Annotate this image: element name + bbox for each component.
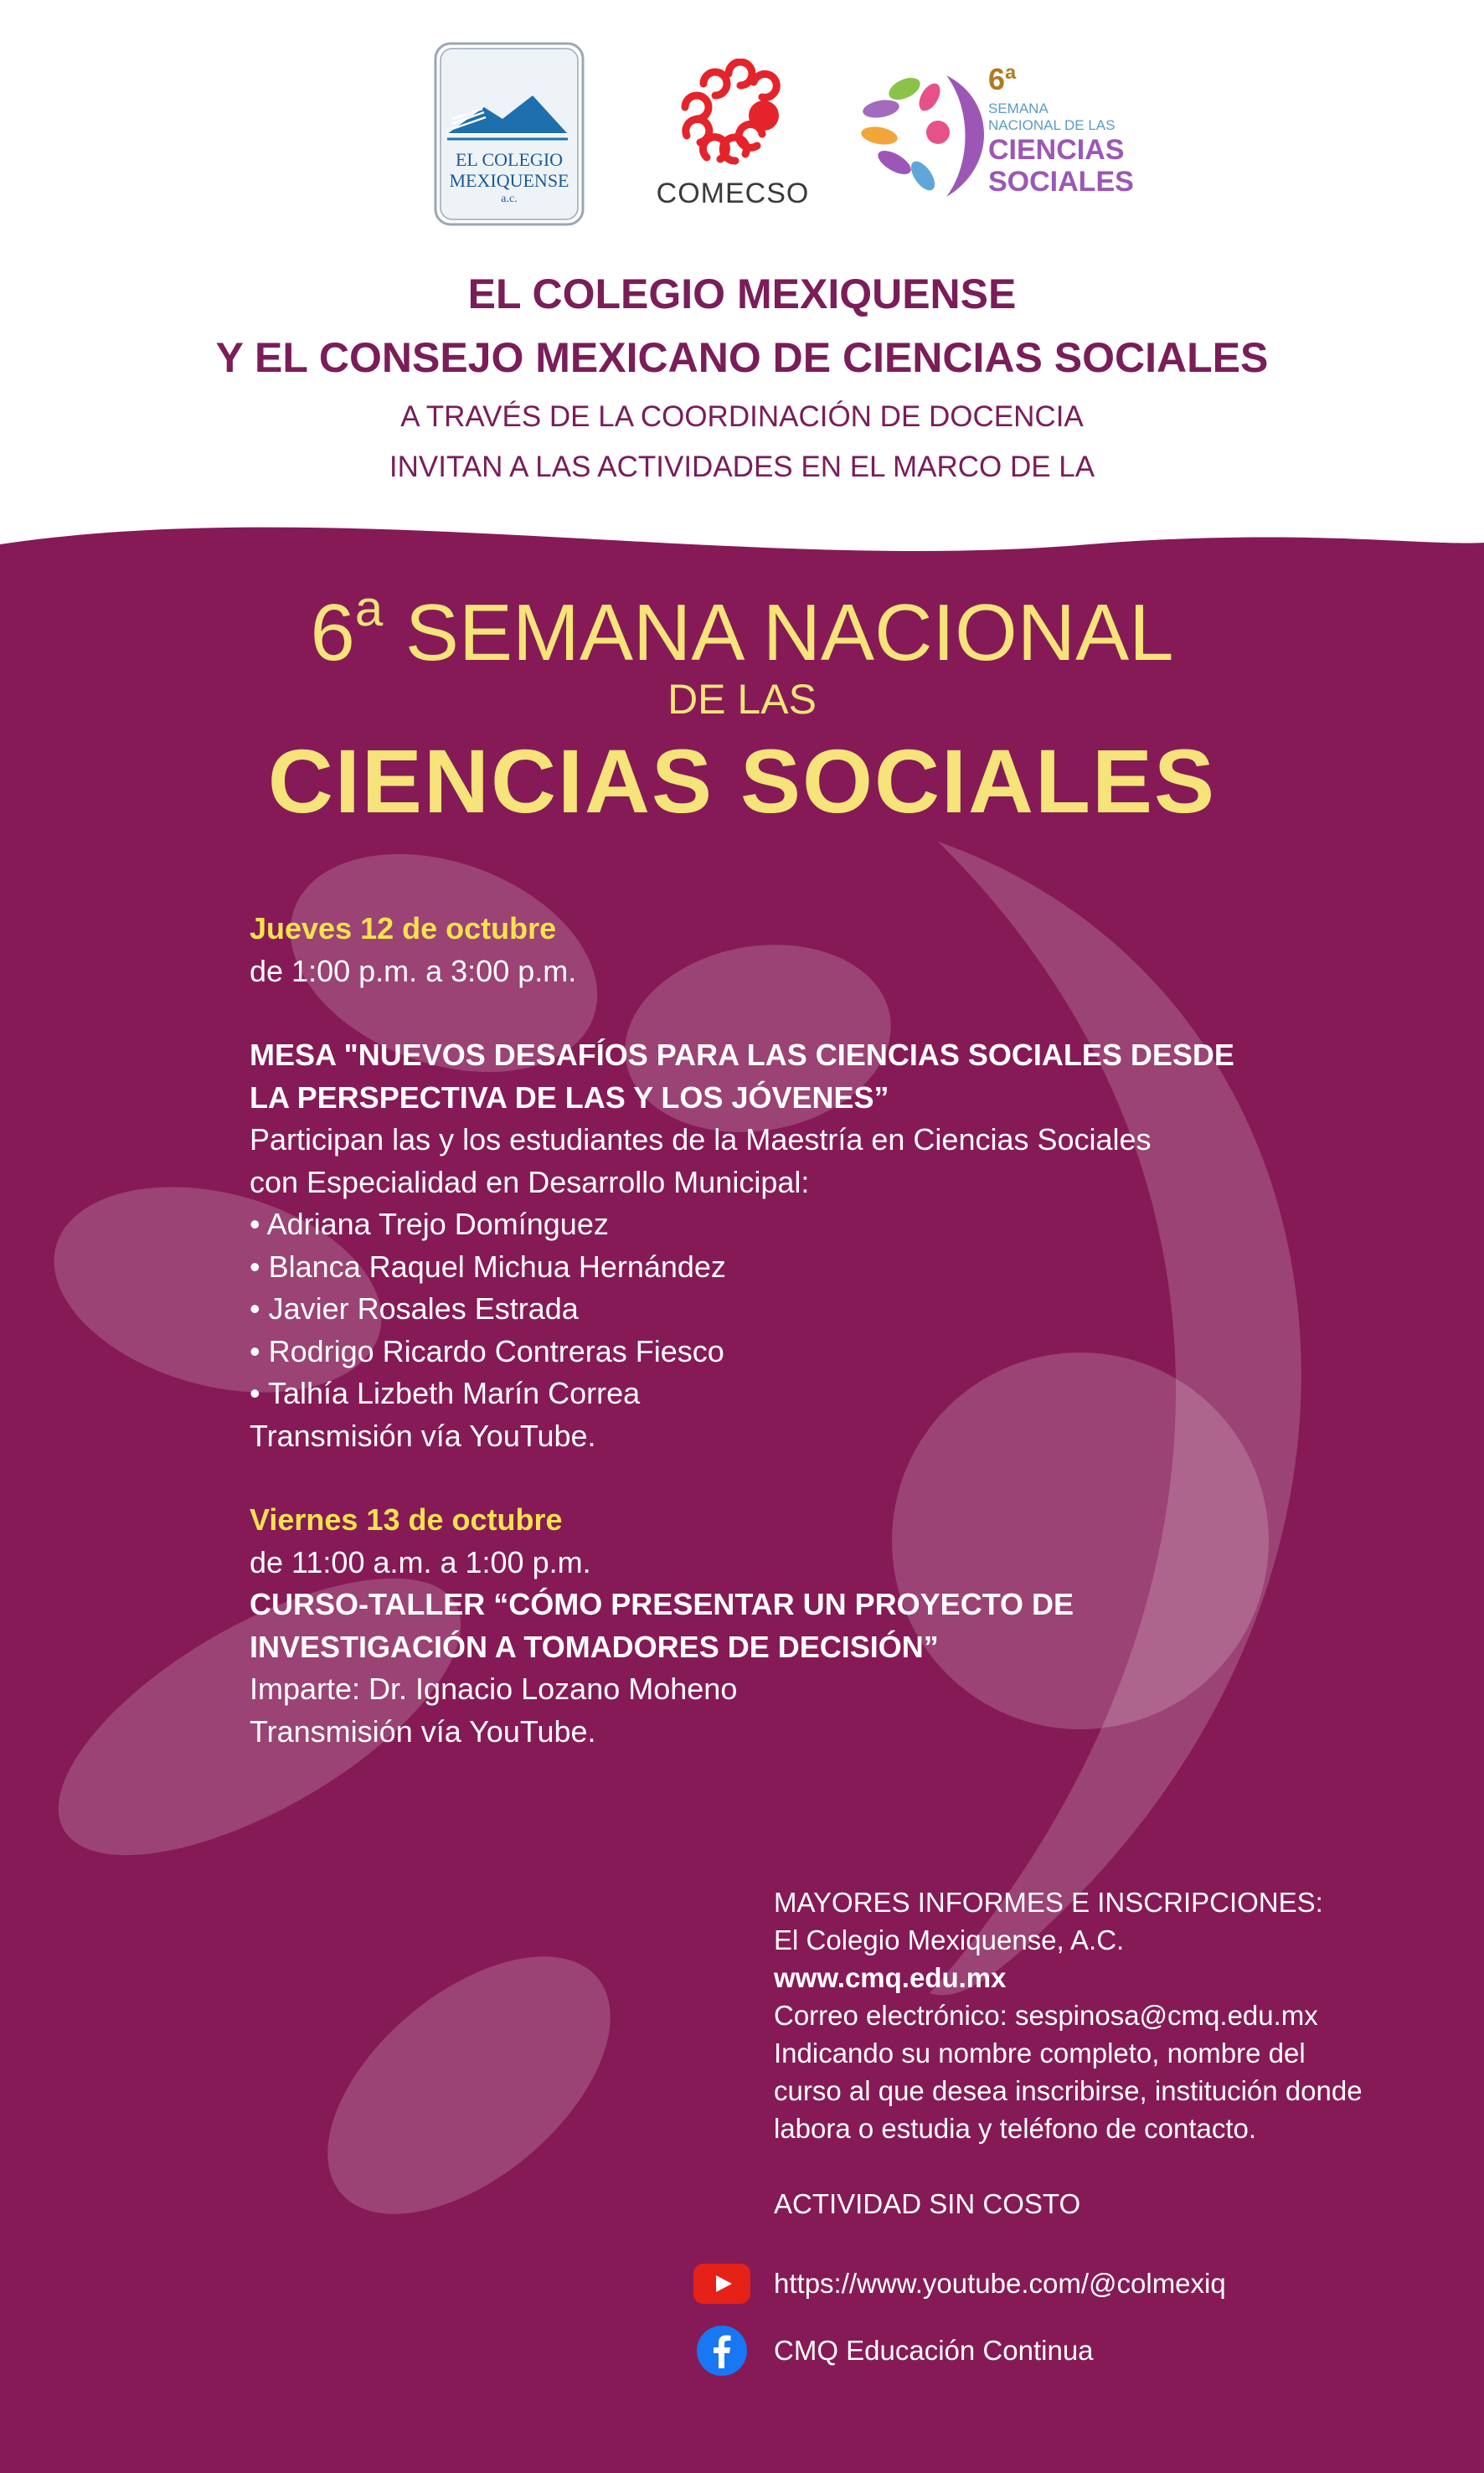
participant-item: • Javier Rosales Estrada [250, 1291, 579, 1326]
youtube-link[interactable]: https://www.youtube.com/@colmexiq [774, 2268, 1226, 2299]
event-title-number: 6 [310, 588, 355, 677]
comecso-logo [645, 59, 821, 214]
comecso-label: COMECSO [656, 178, 810, 209]
info-cost: ACTIVIDAD SIN COSTO [774, 2188, 1081, 2219]
header-line-3: A TRAVÉS DE LA COORDINACIÓN DE DOCENCIA [400, 400, 1084, 433]
facebook-icon[interactable] [692, 2324, 752, 2378]
logo-cm-line3: a.c. [501, 193, 518, 205]
day2-title-line2: INVESTIGACIÓN A TOMADORES DE DECISIÓN” [250, 1629, 939, 1664]
info-instructions-line2: curso al que desea inscribirse, institución donde [774, 2075, 1363, 2106]
info-org: El Colegio Mexiquense, A.C. [774, 1924, 1125, 1955]
info-block [774, 1883, 1461, 2223]
day2-time: de 11:00 a.m. a 1:00 p.m. [250, 1544, 591, 1579]
info-instructions-line3: labora o estudia y teléfono de contacto. [774, 2113, 1257, 2144]
logo-cm-line2: MEXIQUENSE [449, 170, 569, 191]
facebook-row[interactable] [692, 2324, 1094, 2378]
semana-logo-line3: CIENCIAS [988, 134, 1125, 166]
participant-item: • Blanca Raquel Michua Hernández [250, 1249, 726, 1284]
info-email[interactable]: Correo electrónico: sespinosa@cmq.edu.mx [774, 2000, 1318, 2031]
semana-nacional-logo [854, 59, 1156, 209]
day1-title-line2: LA PERSPECTIVA DE LAS Y LOS JÓVENES” [250, 1079, 889, 1115]
info-instructions-line1: Indicando su nombre completo, nombre del [774, 2038, 1306, 2069]
comecso-swirl-icon [645, 59, 821, 176]
logo-cm-line1: EL COLEGIO [455, 149, 564, 170]
info-website-link[interactable]: www.cmq.edu.mx [774, 1962, 1007, 1993]
participant-item: • Rodrigo Ricardo Contreras Fiesco [250, 1333, 724, 1368]
event-title-text: SEMANA NACIONAL [404, 588, 1174, 677]
facebook-link[interactable]: CMQ Educación Continua [774, 2335, 1094, 2366]
day1-time: de 1:00 p.m. a 3:00 p.m. [250, 953, 577, 988]
semana-logo-line2: NACIONAL DE LAS [988, 117, 1116, 133]
event-title-line-1 [0, 580, 1484, 679]
participant-item: • Adriana Trejo Domínguez [250, 1207, 609, 1241]
semana-logo-line4: SOCIALES [988, 166, 1134, 198]
day2-instructor: Imparte: Dr. Ignacio Lozano Moheno [250, 1672, 738, 1706]
day2-transmission: Transmisión vía YouTube. [250, 1713, 596, 1749]
semana-logo-number: 6ª [988, 62, 1017, 96]
day1-transmission: Transmisión vía YouTube. [250, 1418, 596, 1453]
day1-desc-line2: con Especialidad en Desarrollo Municipal: [250, 1164, 810, 1199]
header-line-4: INVITAN A LAS ACTIVIDADES EN EL MARCO DE LA [389, 451, 1095, 483]
day1-title-line1: MESA "NUEVOS DESAFÍOS PARA LAS CIENCIAS SOCIALES DESDE [250, 1038, 1234, 1072]
semana-logo-line1: SEMANA [988, 100, 1049, 116]
day1-desc-line1: Participan las y los estudiantes de la Maestría en Ciencias Sociales [250, 1122, 1152, 1157]
colegio-mexiquense-logo [434, 42, 585, 226]
event-title-line-2: DE LAS [667, 676, 817, 723]
youtube-row[interactable] [692, 2257, 1226, 2311]
header-line-1: EL COLEGIO MEXIQUENSE [467, 270, 1017, 317]
flower-icon [854, 59, 997, 209]
event-title-ordinal: a [354, 580, 384, 636]
header-line-2: Y EL CONSEJO MEXICANO DE CIENCIAS SOCIALES [215, 334, 1269, 381]
program-schedule [250, 908, 1255, 1753]
participant-item: • Talhía Lizbeth Marín Correa [250, 1376, 641, 1410]
youtube-icon[interactable] [692, 2257, 752, 2311]
day1-date: Jueves 12 de octubre [250, 911, 557, 945]
day2-date: Viernes 13 de octubre [250, 1502, 563, 1537]
day2-title-line1: CURSO-TALLER “CÓMO PRESENTAR UN PROYECTO DE [250, 1587, 1074, 1621]
info-heading: MAYORES INFORMES E INSCRIPCIONES: [774, 1887, 1323, 1918]
event-title-line-3: CIENCIAS SOCIALES [267, 730, 1217, 832]
